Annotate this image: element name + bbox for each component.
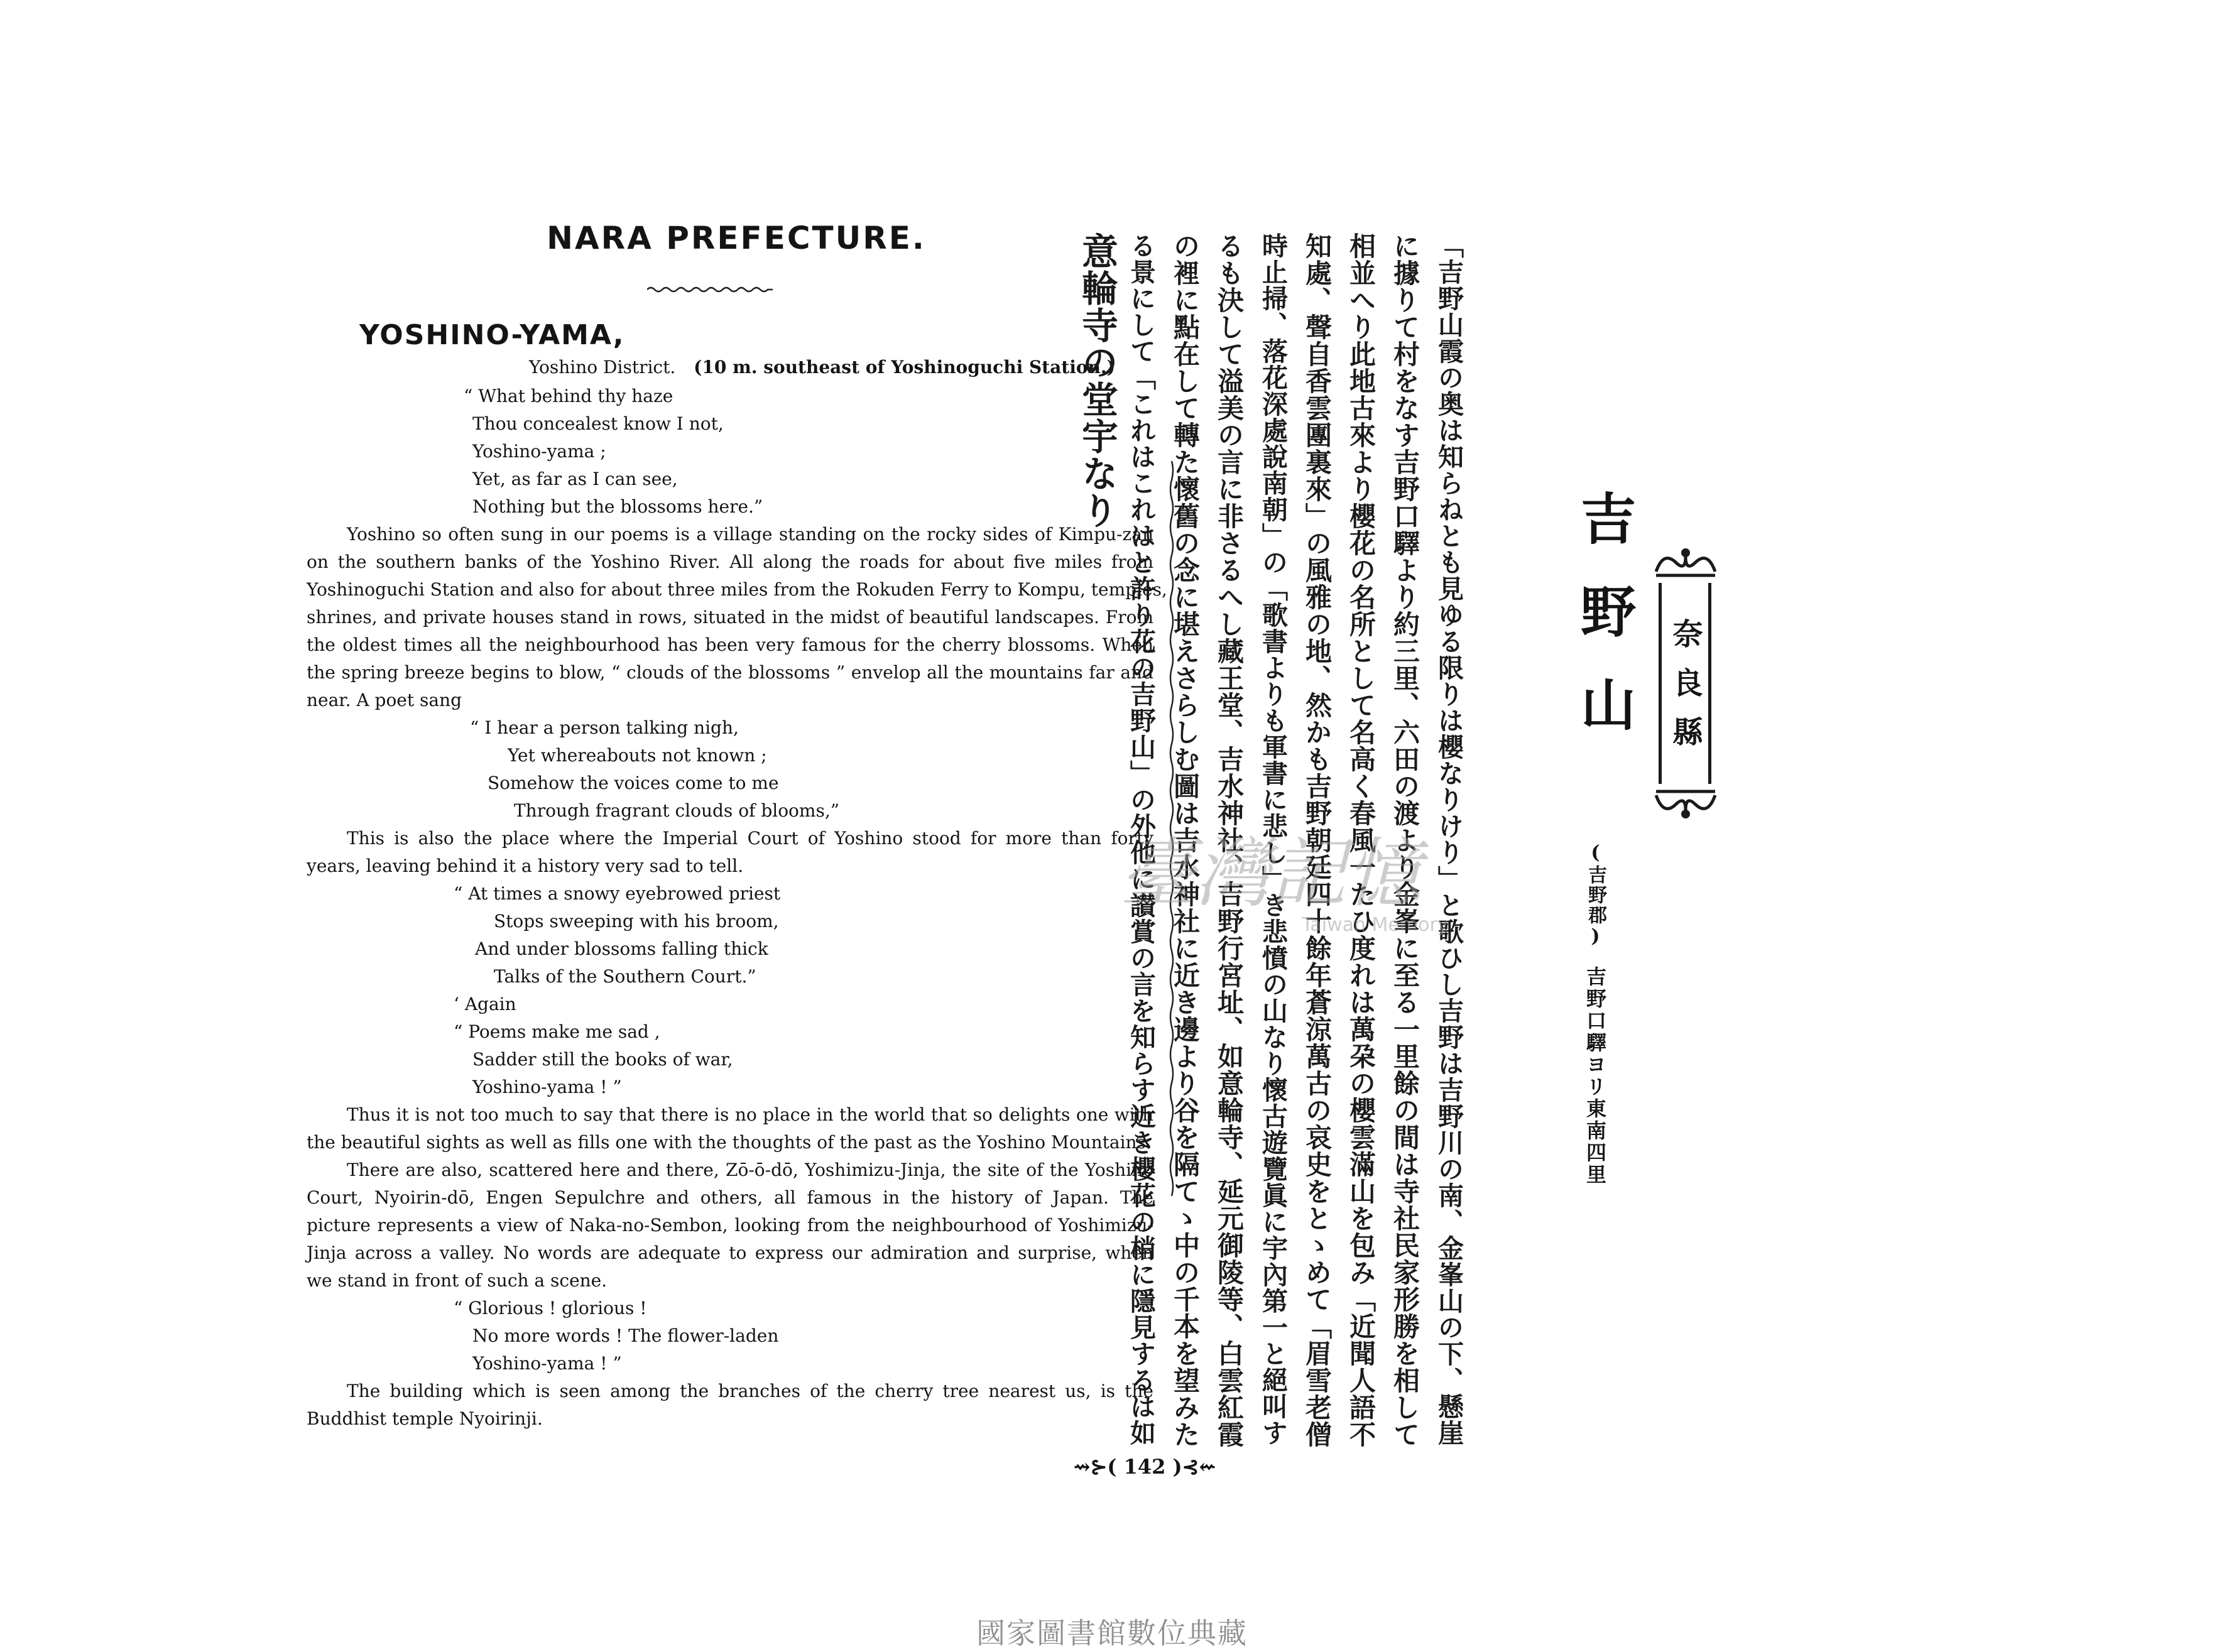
japanese-text-column: に據りて村をなす吉野口驛より約三里、六田の渡より金峯に至る一里餘の間は寺社民家形勝を相して [1390,232,1420,1448]
japanese-text-column: るも決して溢美の言に非さるへし藏王堂、吉水神社、吉野行宮址、如意輪寺、延元御陵等、白雲紅霞 [1214,232,1245,1448]
poem-line: Somehow the voices come to me [488,773,779,793]
right-flourish: )⊰⇜ [1172,1455,1216,1479]
poem-line: Through fragrant clouds of blooms,” [514,800,840,821]
page-number [1044,1455,1245,1479]
paragraph-line: Buddhist temple Nyoirinji. [307,1408,543,1429]
japanese-text-column: の裡に點在して轉た懷舊の念に堪えさらしむ圖は吉水神社に近き邊より谷を隔てゝ中の千本を望みた [1170,232,1201,1448]
title-ornament-rule [647,284,773,295]
paragraph-line: Thus it is not too much to say that there is no place in the world that so delights one with [347,1104,1153,1125]
station-distance: (10 m. southeast of Yoshinoguchi Station.) [694,357,1115,378]
paragraph-line: The building which is seen among the branches of the cherry tree nearest us, is the [347,1381,1153,1401]
poem-line: Yet, as far as I can see, [472,469,678,489]
again-label: Again [464,994,516,1014]
poem-line: “ Glorious ! glorious ! [454,1298,647,1318]
district-name: Yoshino District. [529,357,676,378]
poem-line: “ Poems make me sad , [454,1021,660,1042]
poem-line: Yet whereabouts not known ; [508,745,767,766]
ornament-icon [1651,544,1720,579]
paragraph-line: near. A poet sang [307,690,462,710]
japanese-text-column: 知處、聲自香雲團裏來」の風雅の地、然かも吉野朝廷四十餘年蒼涼萬古の哀史をとゝめて「眉雪老僧 [1302,232,1333,1448]
left-flourish: ⇝⊱( [1073,1455,1117,1479]
paragraph-line: years, leaving behind it a history very sad to tell. [307,856,744,876]
japanese-district: (吉野郡) [1584,842,1606,948]
watermark-subtext: Taiwan Memory [1302,914,1449,936]
page-title: NARA PREFECTURE. [547,220,926,256]
poem-line: Nothing but the blossoms here.” [472,496,763,517]
paragraph-line: Jinja across a valley. No words are adequate to express our admiration and surprise, when [307,1242,1153,1263]
paragraph-line: the oldest times all the neighbourhood has been very famous for the cherry blossoms. When [307,634,1153,655]
poem-line: “ I hear a person talking nigh, [470,717,739,738]
poem-line: And under blossoms falling thick [475,938,768,959]
paragraph-line: There are also, scattered here and there, Zō-ō-dō, Yoshimizu-Jinja, the site of the Yoshino [347,1160,1153,1180]
paragraph-line: Yoshinoguchi Station and also for about three miles from the Rokuden Ferry to Kompu, temples, [307,579,1167,600]
ornament-icon [1651,788,1720,823]
page-number-value: 142 [1123,1455,1166,1479]
poem-line: Yoshino-yama ! ” [472,1077,622,1097]
japanese-text-column: 「吉野山霞の奥は知らねとも見ゆる限りは櫻なりけり」と歌ひし吉野は吉野川の南、金峯山の下、懸崖 [1434,232,1464,1446]
watermark-logo [1113,824,1503,937]
poem-line: Thou concealest know I not, [472,413,724,434]
poem-line: No more words ! The flower-laden [472,1325,779,1346]
paragraph-line: This is also the place where the Imperial Court of Yoshino stood for more than forty [347,828,1153,849]
poem-line: “ At times a snowy eyebrowed priest [454,883,781,904]
poem-line: “ What behind thy haze [464,386,673,406]
section-heading: YOSHINO-YAMA, [359,319,625,351]
japanese-text-column: る景にして「これはこれはと許り花の吉野山」の外他に讃賞の言を知らす近き櫻花の梢に隱見するは如 [1126,232,1156,1446]
japanese-text-column: 相並へり此地古來より櫻花の名所として名高く春風一たひ度れは萬朶の櫻雲滿山を包み「近聞人語不 [1346,232,1376,1448]
paragraph-line: the beautiful sights as well as fills one with the thoughts of the past as the Yoshino Mountains. [307,1132,1152,1153]
poem-line: Talks of the Southern Court.” [494,966,756,987]
district-line [529,357,1115,378]
paragraph-line: picture represents a view of Naka-no-Sembon, looking from the neighbourhood of Yoshimizu- [307,1215,1153,1236]
poem-line: Yoshino-yama ; [472,441,606,462]
again-note: ‘ Again [454,994,516,1014]
paragraph-line: we stand in front of such a scene. [307,1270,608,1291]
paragraph-line: Yoshino so often sung in our poems is a village standing on the rocky sides of Kimpu-zan [347,524,1153,545]
poem-line: Sadder still the books of war, [472,1049,733,1070]
japanese-title: 吉野山 [1572,490,1637,769]
prefecture-label: 奈良縣 [1659,583,1711,784]
japanese-text-column: 意輪寺の堂宇なり [1076,232,1118,529]
poem-line: Yoshino-yama ! ” [472,1353,622,1374]
paragraph-line: Court, Nyoirin-dō, Engen Sepulchre and others, all famous in the history of Japan. The [307,1187,1153,1208]
watermark-text: 臺灣記憶 [1120,830,1421,918]
footer-archive-label: 國家圖書館數位典藏 [976,1616,1248,1650]
paragraph-line: the spring breeze begins to blow, “ clouds of the blossoms ” envelop all the mountains far and [307,662,1153,683]
japanese-location: 吉野口驛ヨリ東南四里 [1583,966,1607,1186]
paragraph-line: on the southern banks of the Yoshino River. All along the roads for about five miles from [307,552,1153,572]
paragraph-line: shrines, and private houses stand in rows, situated in the midst of beautiful landscapes. From [307,607,1153,628]
japanese-text-column: 時止掃、落花深處說南朝」の「歌書よりも軍書に悲し」き悲憤の山なり懷古遊覽眞に宇內第一と絕叫す [1258,232,1288,1446]
poem-line: Stops sweeping with his broom, [494,911,779,932]
